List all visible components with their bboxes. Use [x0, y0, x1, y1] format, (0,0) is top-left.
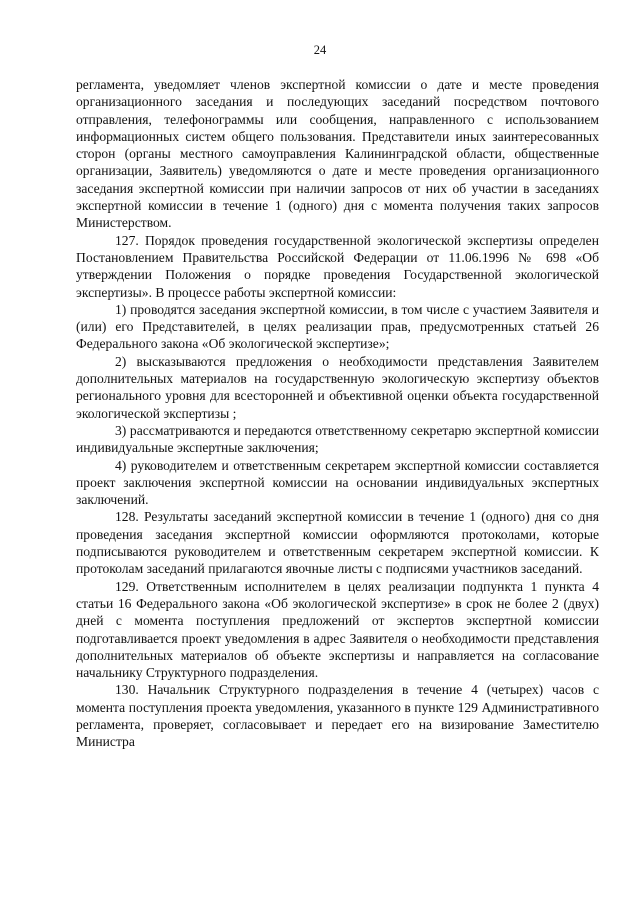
list-item-3: 3) рассматриваются и передаются ответственному секретарю экспертной комиссии индивидуальные экспертные заключения;: [76, 422, 599, 456]
paragraph-129: 129. Ответственным исполнителем в целях реализации подпункта 1 пункта 4 статьи 16 Федерального закона «Об экологической экспертизе» в срок не более 2 (двух) дней с момента поступления предложений от экспертов экспертной комиссии подготавливается проект уведомления в адрес Заявителя о необходимости представления дополнительных материалов об объекте экспертизы и направляется на согласование начальнику Структурного подразделения.: [76, 578, 599, 681]
page-number: 24: [313, 43, 327, 57]
list-item-1: 1) проводятся заседания экспертной комиссии, в том числе с участием Заявителя и (или) его Представителей, в целях реализации прав, предусмотренных статьей 26 Федерального закона «Об экологической экспертизе»;: [76, 301, 599, 352]
list-item-4: 4) руководителем и ответственным секретарем экспертной комиссии составляется проект заключения экспертной комиссии на основании индивидуальных экспертных заключений.: [76, 457, 599, 508]
list-item-2: 2) высказываются предложения о необходимости представления Заявителем дополнительных материалов на государственную экологическую экспертизу объектов регионального уровня для всесторонней и объективной оценки объекта государственной экологической экспертизы ;: [76, 353, 599, 421]
document-body: [76, 76, 599, 751]
paragraph-128: 128. Результаты заседаний экспертной комиссии в течение 1 (одного) дня со дня проведения заседания экспертной комиссии оформляются протоколами, которые подписываются руководителем и ответственным секретарем экспертной комиссии. К протоколам заседаний прилагаются явочные листы с подписями участников заседаний.: [76, 509, 599, 577]
paragraph-continuation: регламента, уведомляет членов экспертной комиссии о дате и месте проведения организационного заседания и последующих заседаний посредством почтового отправления, телефонограммы или сообщения, направленного с использованием информационных систем общего пользования. Представители иных заинтересованных сторон (органы местного самоуправления Калининградской области, общественные организации, Заявитель) уведомляются о дате и месте проведения организационного заседания экспертной комиссии при наличии запросов от них об участии в заседаниях экспертной комиссии в течение 1 (одного) дня с момента получения таких запросов Министерством.: [76, 77, 599, 231]
paragraph-127: 127. Порядок проведения государственной экологической экспертизы определен Постановлением Правительства Российской Федерации от 11.06.1996 № 698 «Об утверждении Положения о порядке проведения Государственной экологической экспертизы». В процессе работы экспертной комиссии:: [76, 232, 599, 300]
paragraph-130: 130. Начальник Структурного подразделения в течение 4 (четырех) часов с момента поступления проекта уведомления, указанного в пункте 129 Административного регламента, проверяет, согласовывает и передает его на визирование Заместителю Министра: [76, 682, 599, 750]
